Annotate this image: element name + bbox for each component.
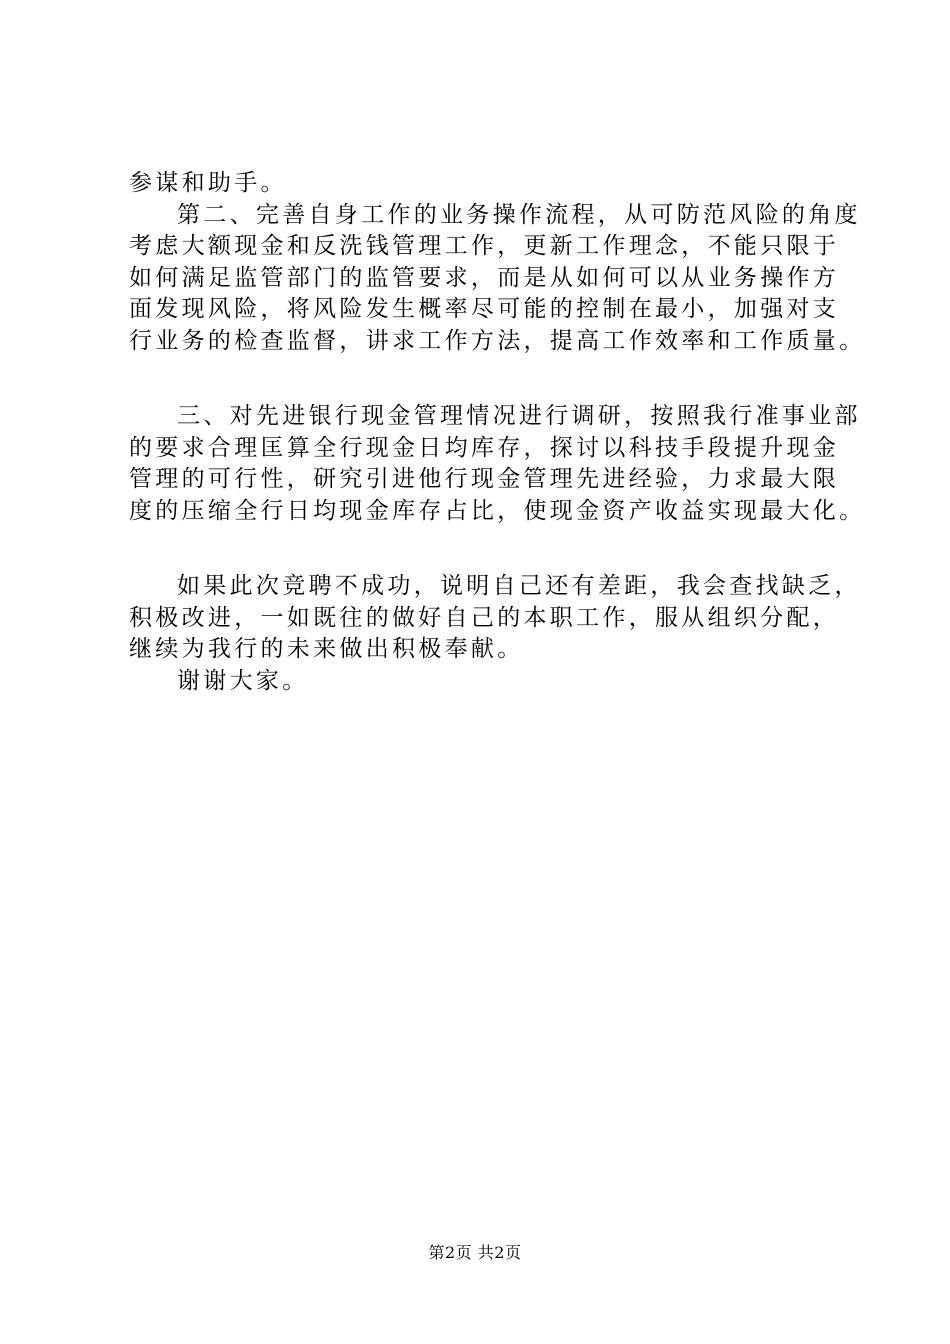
document-body — [129, 168, 866, 697]
text-line: 参谋和助手。 — [129, 170, 287, 196]
text-line: 考虑大额现金和反洗钱管理工作，更新工作理念，不能只限于 — [129, 233, 840, 259]
text-line: 积极改进，一如既往的做好自己的本职工作，服从组织分配， — [129, 604, 840, 631]
paragraph-second-line-1: 第二、完善自身工作的业务操作流程，从可防范风险的角度 — [177, 201, 861, 228]
text-line: 的要求合理匡算全行现金日均库存，探讨以科技手段提升现金 — [129, 434, 840, 461]
page-number-footer: 第2页 共2页 — [428, 1243, 522, 1262]
text-line: 继续为我行的未来做出积极奉献。 — [129, 636, 524, 662]
text-line: 行业务的检查监督，讲求工作方法，提高工作效率和工作质量。 — [129, 327, 866, 354]
text-line: 面发现风险，将风险发生概率尽可能的控制在最小，加强对支 — [129, 296, 840, 322]
text-line: 管理的可行性，研究引进他行现金管理先进经验，力求最大限 — [129, 466, 840, 492]
paragraph-gap — [129, 527, 849, 571]
text-line: 度的压缩全行日均现金库存占比，使现金资产收益实现最大化。 — [129, 497, 866, 524]
paragraph-closing-line-1: 如果此次竞聘不成功，说明自己还有差距，我会查找缺乏， — [177, 573, 861, 599]
paragraph-third-line-1: 三、对先进银行现金管理情况进行调研，按照我行准事业部 — [177, 403, 861, 429]
thanks-line: 谢谢大家。 — [177, 667, 309, 694]
paragraph-gap — [129, 357, 849, 401]
text-line: 如何满足监管部门的监管要求，而是从如何可以从业务操作方 — [129, 264, 840, 291]
